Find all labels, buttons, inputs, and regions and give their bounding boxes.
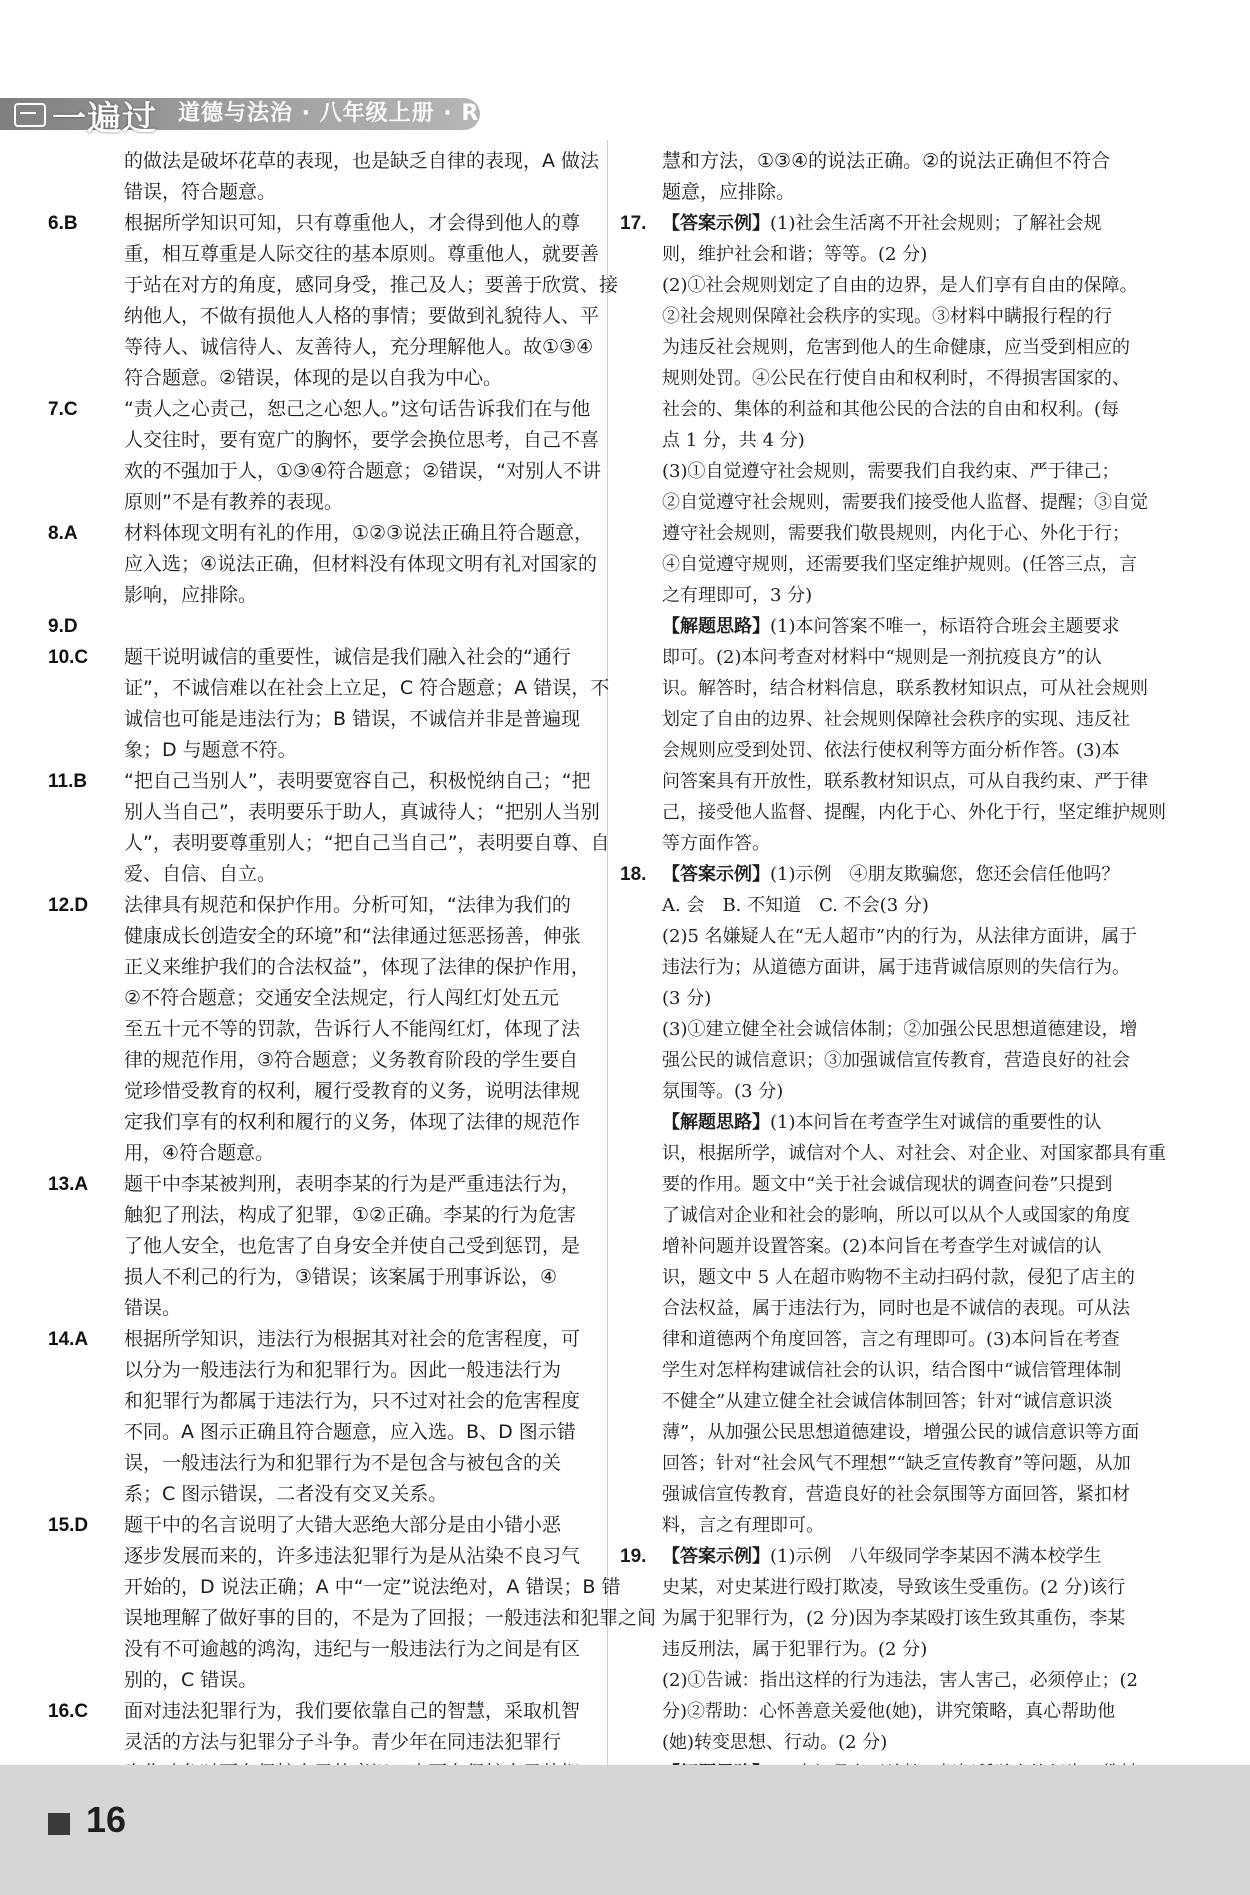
text-line: 己，接受他人监督、提醒，内化于心、外化于行，坚定维护规则 <box>662 802 1166 823</box>
text-line: 为属于犯罪行为，(2 分)因为李某殴打该生致其重伤，李某 <box>662 1608 1126 1629</box>
text-line: 健康成长创造安全的环境”和“法律通过惩恶扬善，伸张 <box>124 925 581 947</box>
text-line: 根据所学知识可知，只有尊重他人，才会得到他人的尊 <box>124 212 581 234</box>
text-line: 料，言之有理即可。 <box>662 1515 824 1536</box>
text-line: 的做法是破坏花草的表现，也是缺乏自律的表现，A 做法 <box>124 150 600 172</box>
text-line: ②社会规则保障社会秩序的实现。③材料中瞒报行程的行 <box>662 306 1112 327</box>
text-line: 证”，不诚信难以在社会上立足，C 符合题意；A 错误，不 <box>124 677 610 699</box>
text-line: 强公民的诚信意识；③加强诚信宣传教育，营造良好的社会 <box>662 1050 1130 1071</box>
text-line: 误，一般违法行为和犯罪行为不是包含与被包含的关 <box>124 1452 562 1474</box>
text-line: 识。解答时，结合材料信息，联系教材知识点，可从社会规则 <box>662 678 1148 699</box>
text-line: 用，④符合题意。 <box>124 1142 275 1164</box>
text-line: 遵守社会规则，需要我们敬畏规则，内化于心、外化于行； <box>662 523 1130 544</box>
text-fragment: (1)社会生活离不开社会规则；了解社会规 <box>770 213 1102 234</box>
answer-explanation <box>124 642 618 766</box>
text-line: 错误，符合题意。 <box>124 181 277 203</box>
logo-mark-icon <box>14 103 46 127</box>
text-line: 违反刑法，属于犯罪行为。(2 分) <box>662 1639 928 1660</box>
text-line: 系；C 图示错误，二者没有交叉关系。 <box>124 1483 448 1505</box>
answer-number: 7.C <box>48 399 78 420</box>
text-line: 薄”，从加强公民思想道德建设，增强公民的诚信意识等方面 <box>662 1422 1140 1443</box>
answer-number: 15.D <box>48 1515 89 1536</box>
text-line: 纳他人，不做有损他人人格的事情；要做到礼貌待人、平 <box>124 305 600 327</box>
text-line: 等待人、诚信待人、友善待人，充分理解他人。故①③④ <box>124 336 594 358</box>
text-line: 了诚信对企业和社会的影响，所以可以从个人或国家的角度 <box>662 1205 1130 1226</box>
text-line: 题意，应排除。 <box>662 181 796 203</box>
text-line: 则，维护社会和谐；等等。(2 分) <box>662 244 928 265</box>
question-number: 18. <box>620 864 647 885</box>
text-line: 以分为一般违法行为和犯罪行为。因此一般违法行为 <box>124 1359 562 1381</box>
answer-item <box>48 208 618 394</box>
text-line: 不同。A 图示正确且符合题意，应入选。B、D 图示错 <box>124 1421 576 1443</box>
text-line: 题干中的名言说明了大错大恶绝大部分是由小错小恶 <box>124 1514 562 1536</box>
answer-number: 12.D <box>48 895 89 916</box>
answer-explanation <box>124 890 618 1169</box>
text-fragment: (1)本问答案不唯一，标语符合班会主题要求 <box>770 616 1120 637</box>
answer-explanation <box>124 1324 618 1510</box>
text-line: (她)转变思想、行动。(2 分) <box>662 1732 888 1753</box>
text-line: 诚信也可能是违法行为；B 错误，不诚信并非是普遍现 <box>124 708 581 730</box>
text-line: 识，题文中 5 人在超市购物不主动扫码付款，侵犯了店主的 <box>662 1267 1135 1288</box>
text-line: “责人之心责己，恕己之心恕人。”这句话告诉我们在与他 <box>124 398 591 420</box>
text-line: (2)①告诫：指出这样的行为违法，害人害己，必须停止；(2 <box>662 1670 1138 1691</box>
text-line <box>662 208 1206 239</box>
answer-item <box>48 766 618 890</box>
text-line: (2)①社会规则划定了自由的边界，是人们享有自由的保障。 <box>662 275 1138 296</box>
text-line: 人”，表明要尊重别人；“把自己当自己”，表明要自尊、自 <box>124 832 610 854</box>
text-line: 于站在对方的角度，感同身受，推己及人；要善于欣赏、接 <box>124 274 619 296</box>
text-line: 根据所学知识，违法行为根据其对社会的危害程度，可 <box>124 1328 581 1350</box>
text-line: 规则处罚。④公民在行使自由和权利时，不得损害国家的、 <box>662 368 1130 389</box>
text-line: 原则”不是有教养的表现。 <box>124 491 343 513</box>
text-line: 要的作用。题文中“关于社会诚信现状的调查问卷”只提到 <box>662 1174 1113 1195</box>
solution-thinking-tag: 【解题思路】 <box>662 1112 770 1133</box>
text-line: 法律具有规范和保护作用。分析可知，“法律为我们的 <box>124 894 571 916</box>
text-line: 强诚信宣传教育，营造良好的社会氛围等方面回答，紧扣材 <box>662 1484 1130 1505</box>
text-line: 识，根据所学，诚信对个人、对社会、对企业、对国家都具有重 <box>662 1143 1166 1164</box>
question-number: 17. <box>620 213 647 234</box>
answer-item <box>48 1324 618 1510</box>
text-line: 和犯罪行为都属于违法行为，只不过对社会的危害程度 <box>124 1390 581 1412</box>
logo <box>14 94 170 139</box>
text-line: A. 会 B. 不知道 C. 不会(3 分) <box>662 895 929 916</box>
text-line: 合法权益，属于违法行为，同时也是不诚信的表现。可从法 <box>662 1298 1130 1319</box>
page-header <box>0 94 1250 139</box>
answer-item <box>48 1169 618 1324</box>
text-line: 至五十元不等的罚款，告诉行人不能闯红灯，体现了法 <box>124 1018 581 1040</box>
answer-explanation <box>124 611 618 642</box>
right-intro <box>620 146 1206 208</box>
footer-square-icon <box>48 1813 70 1835</box>
answer-number: 9.D <box>48 616 78 637</box>
text-line: 题干中李某被判刑，表明李某的行为是严重违法行为， <box>124 1173 581 1195</box>
answer-item <box>48 642 618 766</box>
text-line: 问答案具有开放性，联系教材知识点，可从自我约束、严于律 <box>662 771 1148 792</box>
text-line: 开始的，D 说法正确；A 中“一定”说法绝对，A 错误；B 错 <box>124 1576 621 1598</box>
left-intro <box>48 146 618 208</box>
text-line: 欢的不强加于人，①③④符合题意；②错误，“对别人不讲 <box>124 460 601 482</box>
text-line: 象；D 与题意不符。 <box>124 739 297 761</box>
text-line: 应入选；④说法正确，但材料没有体现文明有礼对国家的 <box>124 553 598 575</box>
text-fragment: (1)示例 ④朋友欺骗您，您还会信任他吗？ <box>770 864 1120 885</box>
text-line: 点 1 分，共 4 分) <box>662 430 805 451</box>
text-line: 分)②帮助：心怀善意关爱他(她)，讲究策略，真心帮助他 <box>662 1701 1116 1722</box>
essay-body <box>662 859 1206 1541</box>
text-line: 别人当自己”，表明要乐于助人，真诚待人；“把别人当别 <box>124 801 600 823</box>
answer-explanation <box>124 1510 656 1696</box>
answer-explanation <box>124 394 618 518</box>
page-footer <box>0 1765 1250 1895</box>
text-line: 即可。(2)本问考查对材料中“规则是一剂抗疫良方”的认 <box>662 647 1102 668</box>
text-line: 之有理即可，3 分) <box>662 585 813 606</box>
answer-number: 10.C <box>48 647 89 668</box>
text-line: “把自己当别人”，表明要宽容自己，积极悦纳自己；“把 <box>124 770 591 792</box>
text-line: ④自觉遵守规则，还需要我们坚定维护规则。(任答三点，言 <box>662 554 1138 575</box>
text-line: 史某，对史某进行殴打欺凌，导致该生受重伤。(2 分)该行 <box>662 1577 1126 1598</box>
text-line: 别的，C 错误。 <box>124 1669 258 1691</box>
text-line: 人交往时，要有宽广的胸怀，要学会换位思考，自己不喜 <box>124 429 600 451</box>
text-line: 违法行为；从道德方面讲，属于违背诚信原则的失信行为。 <box>662 957 1130 978</box>
text-line: 回答；针对“社会风气不理想”“缺乏宣传教育”等问题，从加 <box>662 1453 1131 1474</box>
text-line: 为违反社会规则，危害到他人的生命健康，应当受到相应的 <box>662 337 1130 358</box>
text-line: 学生对怎样构建诚信社会的认识，结合图中“诚信管理体制 <box>662 1360 1122 1381</box>
text-line: ②自觉遵守社会规则，需要我们接受他人监督、提醒；③自觉 <box>662 492 1148 513</box>
logo-text: 一遍过 <box>52 98 157 139</box>
text-line: 逐步发展而来的，许多违法犯罪行为是从沾染不良习气 <box>124 1545 581 1567</box>
answer-example-tag: 【答案示例】 <box>662 213 770 234</box>
text-line: 社会的、集体的利益和其他公民的合法的自由和权利。(每 <box>662 399 1120 420</box>
text-line: 增补问题并设置答案。(2)本问旨在考查学生对诚信的认 <box>662 1236 1102 1257</box>
text-line: 不健全”从建立健全社会诚信体制回答；针对“诚信意识淡 <box>662 1391 1113 1412</box>
text-line: 材料体现文明有礼的作用，①②③说法正确且符合题意， <box>124 522 594 544</box>
text-line: 错误。 <box>124 1297 182 1319</box>
answer-explanation <box>124 766 618 890</box>
essay-item <box>620 208 1206 859</box>
text-line: (3)①建立健全社会诚信体制；②加强公民思想道德建设，增 <box>662 1019 1138 1040</box>
text-line: 误地理解了做好事的目的，不是为了回报；一般违法和犯罪之间 <box>124 1607 657 1629</box>
answer-explanation <box>124 1169 618 1324</box>
text-line: 面对违法犯罪行为，我们要依靠自己的智慧，采取机智 <box>124 1700 581 1722</box>
text-line: 爱、自信、自立。 <box>124 863 277 885</box>
answer-example-tag: 【答案示例】 <box>662 1546 770 1567</box>
text-line: 灵活的方法与犯罪分子斗争。青少年在同违法犯罪行 <box>124 1731 562 1753</box>
text-line: 影响，应排除。 <box>124 584 258 606</box>
solution-thinking-tag: 【解题思路】 <box>662 616 770 637</box>
essay-answer-list <box>620 208 1206 1851</box>
answer-number: 11.B <box>48 771 88 792</box>
text-line: 定我们享有的权利和履行的义务，体现了法律的规范作 <box>124 1111 581 1133</box>
text-fragment: (1)示例 八年级同学李某因不满本校学生 <box>770 1546 1102 1567</box>
text-line: 会规则应受到处罚、依法行使权利等方面分析作答。(3)本 <box>662 740 1120 761</box>
answer-item <box>48 890 618 1169</box>
text-line: 重，相互尊重是人际交往的基本原则。尊重他人，就要善 <box>124 243 600 265</box>
text-line: 等方面作答。 <box>662 833 770 854</box>
right-column <box>620 146 1206 1851</box>
text-line: 触犯了刑法，构成了犯罪，①②正确。李某的行为危害 <box>124 1204 577 1226</box>
text-line: (3)①自觉遵守社会规则，需要我们自我约束、严于律己； <box>662 461 1120 482</box>
subject-title: 道德与法治 · 八年级上册 · RJ <box>178 101 489 126</box>
text-line: 正义来维护我们的合法权益”，体现了法律的保护作用， <box>124 956 590 978</box>
text-line: 律和道德两个角度回答，言之有理即可。(3)本问旨在考查 <box>662 1329 1120 1350</box>
text-line: 符合题意。②错误，体现的是以自我为中心。 <box>124 367 503 389</box>
text-line: 损人不利己的行为，③错误；该案属于刑事诉讼，④ <box>124 1266 558 1288</box>
text-line: 氛围等。(3 分) <box>662 1081 784 1102</box>
answer-number: 8.A <box>48 523 78 544</box>
text-line: (2)5 名嫌疑人在“无人超市”内的行为，从法律方面讲，属于 <box>662 926 1138 947</box>
answer-number: 6.B <box>48 213 78 234</box>
answer-number: 16.C <box>48 1701 89 1722</box>
answer-example-tag: 【答案示例】 <box>662 864 770 885</box>
essay-body <box>662 208 1206 859</box>
text-line: 题干说明诚信的重要性，诚信是我们融入社会的“通行 <box>124 646 571 668</box>
text-line: 没有不可逾越的鸿沟，违纪与一般违法行为之间是有区 <box>124 1638 581 1660</box>
text-fragment: (1)本问旨在考查学生对诚信的重要性的认 <box>770 1112 1102 1133</box>
answer-explanation <box>124 518 618 611</box>
text-line: (3 分) <box>662 988 712 1009</box>
answer-explanation <box>124 208 618 394</box>
answer-item <box>48 611 618 642</box>
text-line: 划定了自由的边界、社会规则保障社会秩序的实现、违反社 <box>662 709 1130 730</box>
page-number: 16 <box>86 1799 127 1840</box>
text-line: 觉珍惜受教育的权利，履行受教育的义务，说明法律规 <box>124 1080 581 1102</box>
text-line: 了他人安全，也危害了自身安全并使自己受到惩罚，是 <box>124 1235 581 1257</box>
text-line: 律的规范作用，③符合题意；义务教育阶段的学生要自 <box>124 1049 579 1071</box>
text-line: 慧和方法，①③④的说法正确。②的说法正确但不符合 <box>662 150 1111 172</box>
answer-number: 14.A <box>48 1329 89 1350</box>
text-line <box>124 611 618 642</box>
text-line <box>662 859 1206 890</box>
answer-item <box>48 394 618 518</box>
text-line <box>662 611 1206 642</box>
answer-number: 13.A <box>48 1174 89 1195</box>
question-number: 19. <box>620 1546 647 1567</box>
answer-item <box>48 518 618 611</box>
text-line <box>662 1541 1206 1572</box>
essay-item <box>620 859 1206 1541</box>
text-line: ②不符合题意；交通安全法规定，行人闯红灯处五元 <box>124 987 560 1009</box>
text-line <box>662 1107 1206 1138</box>
